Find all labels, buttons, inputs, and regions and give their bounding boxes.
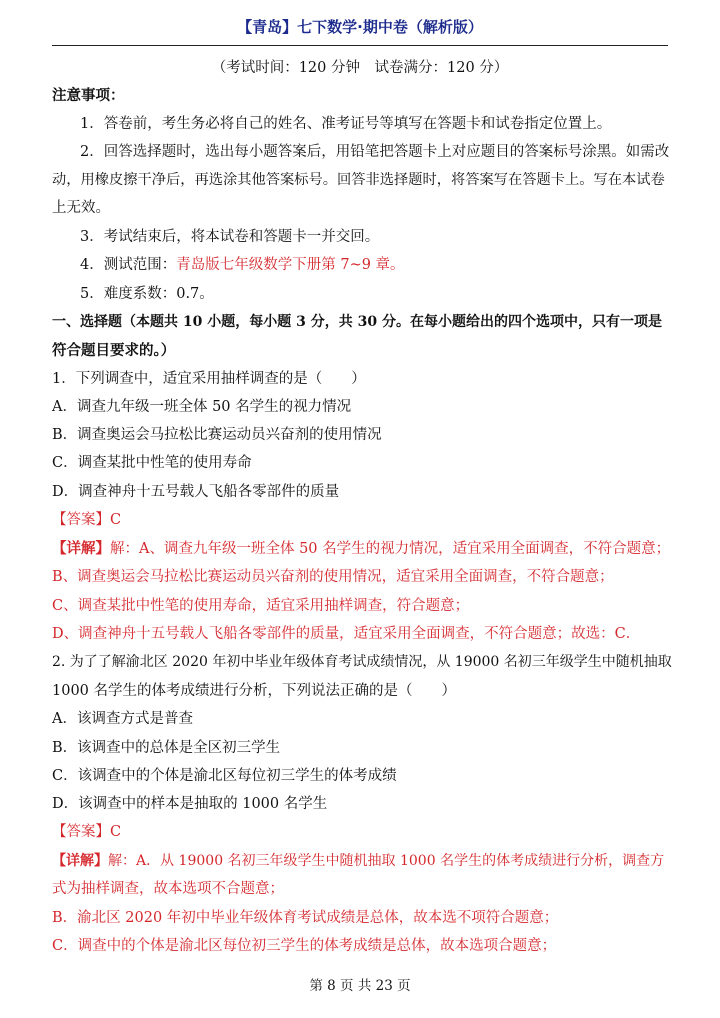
question-1-option-d: D．调查神舟十五号载人飞船各零部件的质量	[52, 484, 340, 500]
question-1-detail-1	[52, 539, 672, 559]
question-2-detail-3: B．渝北区 2020 年初中毕业年级体育考试成绩是总体，故本选不项符合题意；	[52, 910, 559, 926]
test-range: 青岛版七年级数学下册第 7~9 章。	[176, 257, 405, 273]
document-header-title: 【青岛】七下数学·期中卷（解析版）	[237, 18, 483, 36]
question-1-option-c: C．调查某批中性笔的使用寿命	[52, 455, 252, 471]
question-2-detail-1	[52, 851, 672, 871]
question-1-detail-4: D、调查神舟十五号载人飞船各零部件的质量，适宜采用全面调查，不符合题意；故选：C．	[52, 626, 641, 642]
question-1-answer: 【答案】C	[52, 512, 122, 528]
question-2-detail-4: C．调查中的个体是渝北区每位初三学生的体考成绩是总体，故本选项合题意；	[52, 938, 557, 954]
question-2-detail-2: 式为抽样调查，故本选项不合题意；	[52, 881, 284, 897]
question-2-stem-line-2: 1000 名学生的体考成绩进行分析，下列说法正确的是（ ）	[52, 683, 457, 699]
detail-text: 解：A、调查九年级一班全体 50 名学生的视力情况，适宜采用全面调查，不符合题意；	[110, 541, 671, 557]
detail-label: 【详解】	[52, 853, 108, 869]
question-2-answer: 【答案】C	[52, 824, 122, 840]
question-2-option-c: C．该调查中的个体是渝北区每位初三学生的体考成绩	[52, 768, 397, 784]
detail-label: 【详解】	[52, 540, 110, 557]
notice-item-5: 5．难度系数：0.7。	[80, 286, 214, 302]
question-1-stem: 1．下列调查中，适宜采用抽样调查的是（ ）	[52, 371, 366, 387]
detail-text: 解：A．从 19000 名初三年级学生中随机抽取 1000 名学生的体考成绩进行分析，调查方	[108, 853, 665, 869]
notice-item-2-line-2: 动，用橡皮擦干净后，再选涂其他答案标号。回答非选择题时，将答案写在答题卡上。写在本试卷	[52, 172, 665, 188]
notice-heading: 注意事项：	[52, 87, 125, 104]
question-2-option-b: B．该调查中的总体是全区初三学生	[52, 740, 281, 756]
section-1-heading-line-2: 符合题目要求的。）	[52, 342, 176, 359]
header-divider	[52, 45, 668, 46]
question-1-option-b: B．调查奥运会马拉松比赛运动员兴奋剂的使用情况	[52, 427, 382, 443]
notice-item-2-line-3: 上无效。	[52, 200, 110, 216]
notice-item-3: 3．考试结束后，将本试卷和答题卡一并交回。	[80, 229, 380, 245]
question-2-stem-line-1: 2. 为了了解渝北区 2020 年初中毕业年级体育考试成绩情况，从 19000 名初三年级学生中随机抽取	[52, 654, 672, 670]
question-1-option-a: A．调查九年级一班全体 50 名学生的视力情况	[52, 399, 352, 415]
exam-info: （考试时间：120 分钟 试卷满分：120 分）	[211, 60, 509, 76]
section-1-heading-line-1: 一、选择题（本题共 10 小题，每小题 3 分，共 30 分。在每小题给出的四个选项中，只有一项是	[52, 314, 662, 330]
notice-item-4	[52, 255, 672, 275]
notice-item-1: 1．答卷前，考生务必将自己的姓名、准考证号等填写在答题卡和试卷指定位置上。	[80, 116, 612, 132]
question-2-option-d: D．该调查中的样本是抽取的 1000 名学生	[52, 796, 328, 812]
question-1-detail-3: C、调查某批中性笔的使用寿命，适宜采用抽样调查，符合题意；	[52, 598, 470, 614]
question-2-option-a: A．该调查方式是普查	[52, 711, 193, 727]
notice-item-2-line-1: 2．回答选择题时，选出每小题答案后，用铅笔把答题卡上对应题目的答案标号涂黑。如需改	[80, 144, 670, 160]
notice-item-4-label: 4．测试范围：	[80, 257, 177, 273]
page-number: 第 8 页 共 23 页	[309, 978, 411, 994]
question-1-detail-2: B、调查奥运会马拉松比赛运动员兴奋剂的使用情况，适宜采用全面调查，不符合题意；	[52, 569, 614, 585]
